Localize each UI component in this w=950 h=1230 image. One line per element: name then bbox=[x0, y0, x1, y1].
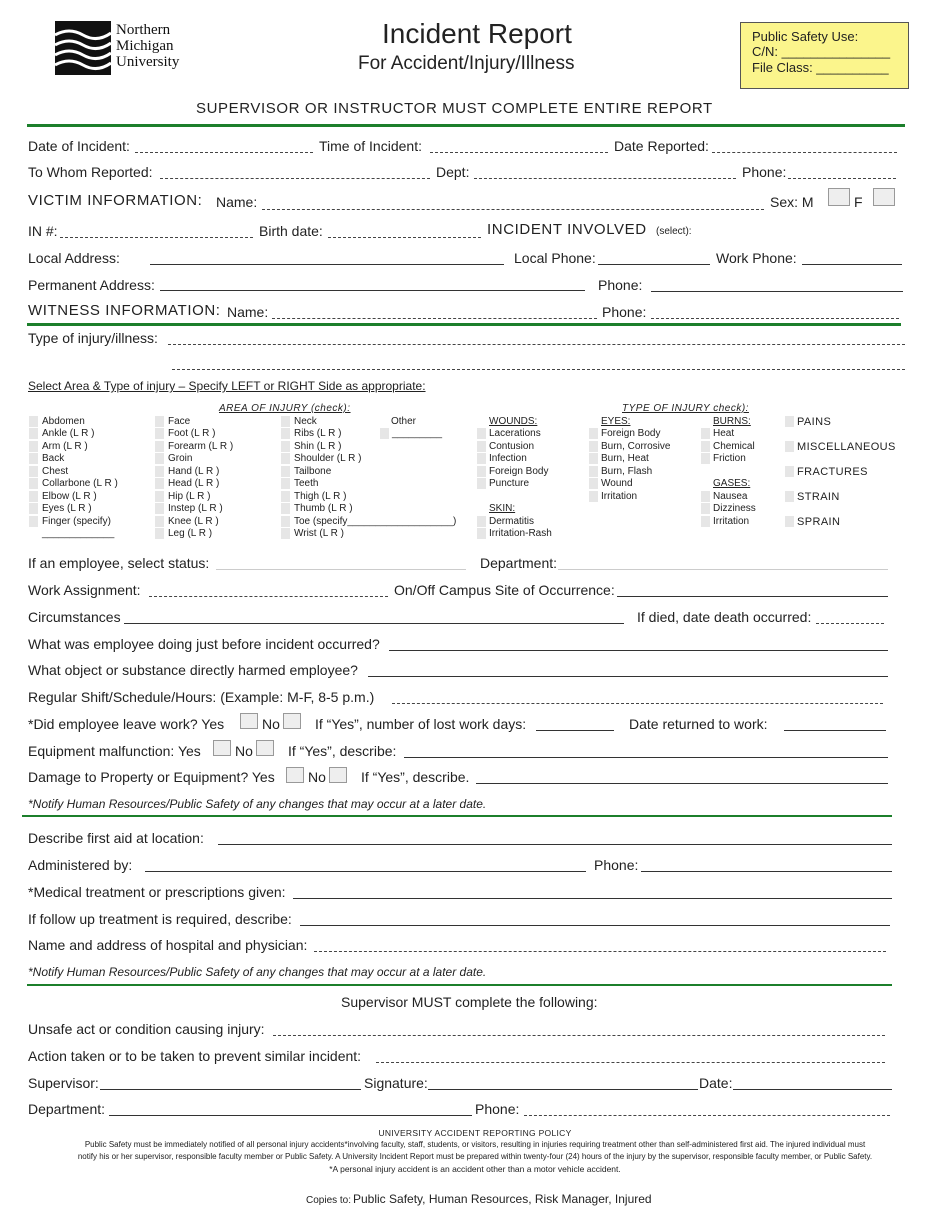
eyes-item: Irritation bbox=[601, 491, 638, 502]
area-item: Elbow (L R ) bbox=[42, 491, 97, 502]
skin-item: Dermatitis bbox=[489, 516, 535, 527]
object-substance-label: What object or substance directly harmed employee? bbox=[28, 662, 358, 678]
divider-top bbox=[27, 124, 905, 127]
area-checkbox[interactable] bbox=[29, 516, 38, 527]
file-class-field[interactable]: File Class: __________ bbox=[752, 60, 889, 75]
type-checkbox[interactable] bbox=[785, 516, 794, 527]
administered-by-label: Administered by: bbox=[28, 857, 133, 873]
area-checkbox[interactable] bbox=[155, 478, 164, 489]
area-item: Face bbox=[168, 416, 191, 427]
public-safety-box bbox=[740, 22, 909, 89]
notify-note-1: *Notify Human Resources/Public Safety of any changes that may occur at a later date. bbox=[28, 797, 487, 811]
supervisor-heading: Supervisor MUST complete the following: bbox=[341, 994, 598, 1010]
eyes-checkbox[interactable] bbox=[589, 453, 598, 464]
area-item: Teeth bbox=[294, 478, 319, 489]
copies-to-list: Public Safety, Human Resources, Risk Manager, Injured bbox=[353, 1192, 652, 1206]
damage-describe-field[interactable] bbox=[476, 770, 888, 784]
injury-type-field-2[interactable] bbox=[172, 356, 905, 370]
eyes-item: Foreign Body bbox=[601, 428, 661, 439]
gases-item: Irritation bbox=[713, 516, 750, 527]
policy-block bbox=[25, 1127, 925, 1175]
hospital-field[interactable] bbox=[314, 938, 886, 952]
time-of-incident-label: Time of Incident: bbox=[319, 138, 422, 154]
area-checkbox[interactable] bbox=[281, 516, 290, 527]
area-item: Shin (L R ) bbox=[294, 441, 342, 452]
divider-witness bbox=[27, 323, 901, 326]
in-number-field[interactable] bbox=[60, 224, 253, 238]
divider-notify-1 bbox=[22, 815, 892, 817]
area-of-injury-heading: AREA OF INJURY (check): bbox=[219, 403, 351, 414]
area-item: Leg (L R ) bbox=[168, 528, 213, 539]
skin-checkbox[interactable] bbox=[477, 516, 486, 527]
date-death-label: If died, date death occurred: bbox=[637, 609, 812, 625]
type-item-fractures: FRACTURES bbox=[797, 466, 868, 478]
campus-site-label: On/Off Campus Site of Occurrence: bbox=[394, 582, 615, 598]
victim-heading: VICTIM INFORMATION: bbox=[28, 192, 203, 209]
dept-label: Dept: bbox=[436, 164, 470, 180]
wound-item: Lacerations bbox=[489, 428, 541, 439]
supervisor-field[interactable] bbox=[100, 1076, 361, 1090]
witness-phone-field[interactable] bbox=[651, 305, 899, 319]
unsafe-act-label: Unsafe act or condition causing injury: bbox=[28, 1021, 265, 1037]
area-item: Head (L R ) bbox=[168, 478, 220, 489]
area-item: Abdomen bbox=[42, 416, 85, 427]
skin-heading: SKIN: bbox=[489, 503, 516, 514]
eyes-item: Burn, Heat bbox=[601, 453, 649, 464]
area-checkbox[interactable] bbox=[281, 528, 290, 539]
date-reported-field[interactable] bbox=[712, 139, 897, 153]
circumstances-label: Circumstances bbox=[28, 609, 121, 625]
burns-checkbox[interactable] bbox=[701, 453, 710, 464]
gases-checkbox[interactable] bbox=[701, 491, 710, 502]
area-checkbox[interactable] bbox=[281, 491, 290, 502]
eyes-checkbox[interactable] bbox=[589, 441, 598, 452]
employee-status-label: If an employee, select status: bbox=[28, 555, 210, 571]
date-of-incident-field[interactable] bbox=[135, 139, 313, 153]
area-checkbox[interactable] bbox=[155, 441, 164, 452]
employee-doing-label: What was employee doing just before incident occurred? bbox=[28, 636, 380, 652]
type-checkbox[interactable] bbox=[785, 466, 794, 477]
first-aid-label: Describe first aid at location: bbox=[28, 830, 204, 846]
area-checkbox[interactable] bbox=[155, 491, 164, 502]
witness-phone-label: Phone: bbox=[602, 304, 647, 320]
skin-item: Irritation-Rash bbox=[489, 528, 552, 539]
case-number-field[interactable]: C/N: _______________ bbox=[752, 44, 891, 59]
wound-checkbox[interactable] bbox=[477, 441, 486, 452]
administered-phone-field[interactable] bbox=[641, 858, 892, 872]
signature-field[interactable] bbox=[428, 1076, 698, 1090]
area-checkbox[interactable] bbox=[29, 491, 38, 502]
wave-logo-icon bbox=[55, 21, 111, 75]
in-number-label: IN #: bbox=[28, 223, 58, 239]
select-area-instruction: Select Area & Type of injury – Specify LEFT or RIGHT Side as appropriate: bbox=[28, 379, 426, 393]
gases-checkbox[interactable] bbox=[701, 503, 710, 514]
area-item: Toe (specify___________________) bbox=[294, 516, 457, 527]
leave-work-yes-checkbox[interactable] bbox=[240, 713, 258, 729]
supervisor-phone-field[interactable] bbox=[524, 1102, 890, 1116]
logo-line-3: University bbox=[116, 54, 180, 70]
equipment-no-checkbox[interactable] bbox=[256, 740, 274, 756]
area-item: Thumb (L R ) bbox=[294, 503, 353, 514]
other-area-checkbox[interactable] bbox=[380, 428, 389, 439]
logo-line-2: Michigan bbox=[116, 38, 174, 54]
supervisor-phone-label: Phone: bbox=[475, 1101, 520, 1117]
area-checkbox[interactable] bbox=[29, 503, 38, 514]
eyes-checkbox[interactable] bbox=[589, 491, 598, 502]
area-checkbox[interactable] bbox=[281, 503, 290, 514]
wound-checkbox[interactable] bbox=[477, 466, 486, 477]
dept-field[interactable] bbox=[474, 165, 736, 179]
date-returned-label: Date returned to work: bbox=[629, 716, 768, 732]
date-returned-field[interactable] bbox=[784, 717, 886, 731]
time-of-incident-field[interactable] bbox=[430, 139, 608, 153]
signature-label: Signature: bbox=[364, 1075, 428, 1091]
type-item-strain: STRAIN bbox=[797, 491, 840, 503]
damage-no-label: No bbox=[308, 769, 326, 785]
lost-days-label: If “Yes”, number of lost work days: bbox=[315, 716, 527, 732]
wound-checkbox[interactable] bbox=[477, 478, 486, 489]
area-checkbox[interactable] bbox=[29, 416, 38, 427]
area-checkbox[interactable] bbox=[29, 441, 38, 452]
area-item[interactable]: _____________ bbox=[42, 528, 115, 539]
employee-doing-field[interactable] bbox=[389, 637, 888, 651]
area-item: Finger (specify) bbox=[42, 516, 111, 527]
area-checkbox[interactable] bbox=[29, 453, 38, 464]
employee-status-select[interactable] bbox=[216, 556, 466, 570]
eyes-item: Burn, Corrosive bbox=[601, 441, 671, 452]
birth-date-field[interactable] bbox=[328, 224, 481, 238]
burns-item: Friction bbox=[713, 453, 746, 464]
leave-work-no-checkbox[interactable] bbox=[283, 713, 301, 729]
area-checkbox[interactable] bbox=[155, 503, 164, 514]
eyes-checkbox[interactable] bbox=[589, 478, 598, 489]
eyes-item: Wound bbox=[601, 478, 633, 489]
wound-item: Contusion bbox=[489, 441, 535, 452]
type-of-injury-heading: TYPE OF INJURY check): bbox=[622, 403, 749, 414]
work-phone-label: Work Phone: bbox=[716, 250, 797, 266]
area-checkbox[interactable] bbox=[155, 528, 164, 539]
area-checkbox[interactable] bbox=[281, 478, 290, 489]
to-whom-reported-field[interactable] bbox=[160, 165, 430, 179]
damage-no-checkbox[interactable] bbox=[329, 767, 347, 783]
university-logo bbox=[55, 21, 200, 75]
work-phone-field[interactable] bbox=[802, 251, 902, 265]
administered-phone-label: Phone: bbox=[594, 857, 639, 873]
wound-checkbox[interactable] bbox=[477, 428, 486, 439]
eyes-item: Burn, Flash bbox=[601, 466, 653, 477]
type-item-sprain: SPRAIN bbox=[797, 516, 841, 528]
leave-work-no-label: No bbox=[262, 716, 280, 732]
wound-item: Foreign Body bbox=[489, 466, 549, 477]
shift-schedule-label: Regular Shift/Schedule/Hours: (Example: M-F, 8-5 p.m.) bbox=[28, 689, 375, 705]
burns-item: Heat bbox=[713, 428, 735, 439]
page-title: Incident Report bbox=[382, 18, 572, 49]
gases-checkbox[interactable] bbox=[701, 516, 710, 527]
local-phone-field[interactable] bbox=[598, 251, 710, 265]
other-area-field[interactable]: _________ bbox=[392, 428, 443, 439]
area-checkbox[interactable] bbox=[281, 416, 290, 427]
action-taken-field[interactable] bbox=[376, 1049, 885, 1063]
action-taken-label: Action taken or to be taken to prevent similar incident: bbox=[28, 1048, 362, 1064]
sex-label: Sex: M bbox=[770, 194, 814, 210]
work-assignment-field[interactable] bbox=[149, 583, 388, 597]
date-death-field[interactable] bbox=[816, 610, 884, 624]
area-item: Back bbox=[42, 453, 65, 464]
hospital-label: Name and address of hospital and physician: bbox=[28, 937, 308, 953]
area-item: Tailbone bbox=[294, 466, 332, 477]
to-whom-reported-label: To Whom Reported: bbox=[28, 164, 153, 180]
lost-days-field[interactable] bbox=[536, 717, 614, 731]
campus-site-field[interactable] bbox=[617, 583, 888, 597]
local-phone-label: Local Phone: bbox=[514, 250, 596, 266]
area-item: Foot (L R ) bbox=[168, 428, 216, 439]
policy-title: UNIVERSITY ACCIDENT REPORTING POLICY bbox=[378, 1128, 572, 1138]
work-assignment-label: Work Assignment: bbox=[28, 582, 141, 598]
notify-note-2: *Notify Human Resources/Public Safety of any changes that may occur at a later date. bbox=[28, 965, 487, 979]
witness-heading: WITNESS INFORMATION: bbox=[28, 302, 221, 319]
damage-describe-label: If “Yes”, describe. bbox=[361, 769, 470, 785]
employee-department-label: Department: bbox=[480, 555, 558, 571]
policy-line-2: notify his or her supervisor, responsible faculty member or Public Safety. A University Incident Report must be prepared within twenty-four (24) hours of the injury by the supervisor, responsible faculty member, or Public Safety. bbox=[77, 1152, 873, 1161]
local-address-field[interactable] bbox=[150, 251, 504, 265]
policy-line-3: *A personal injury accident is an accident other than a motor vehicle accident. bbox=[329, 1164, 621, 1174]
sex-male-checkbox[interactable] bbox=[828, 188, 850, 206]
policy-line-1: Public Safety must be immediately notified of all personal injury accidents*involving faculty, staff, students, or visitors, resulting in injuries requiring treatment other than self-administered first aid. The injured individual must bbox=[84, 1140, 866, 1149]
area-checkbox[interactable] bbox=[281, 453, 290, 464]
date-of-incident-label: Date of Incident: bbox=[28, 138, 130, 154]
burns-heading: BURNS: bbox=[713, 416, 751, 427]
area-item: Groin bbox=[168, 453, 193, 464]
employee-department-field[interactable] bbox=[558, 556, 888, 570]
area-checkbox[interactable] bbox=[281, 466, 290, 477]
permanent-phone-field[interactable] bbox=[651, 278, 903, 292]
victim-name-field[interactable] bbox=[262, 196, 764, 210]
permanent-address-label: Permanent Address: bbox=[28, 277, 155, 293]
wounds-heading: WOUNDS: bbox=[489, 416, 538, 427]
sex-female-label: F bbox=[854, 194, 863, 210]
date-reported-label: Date Reported: bbox=[614, 138, 709, 154]
wound-checkbox[interactable] bbox=[477, 453, 486, 464]
supervisor-department-label: Department: bbox=[28, 1101, 106, 1117]
gases-item: Dizziness bbox=[713, 503, 756, 514]
type-checkbox[interactable] bbox=[785, 491, 794, 502]
injury-type-field-1[interactable] bbox=[168, 331, 905, 345]
area-item: Shoulder (L R ) bbox=[294, 453, 362, 464]
witness-name-field[interactable] bbox=[272, 305, 597, 319]
unsafe-act-field[interactable] bbox=[273, 1022, 885, 1036]
area-item: Hand (L R ) bbox=[168, 466, 220, 477]
area-checkbox[interactable] bbox=[155, 416, 164, 427]
sign-date-field[interactable] bbox=[733, 1076, 892, 1090]
burns-item: Chemical bbox=[713, 441, 755, 452]
area-item: Arm (L R ) bbox=[42, 441, 88, 452]
wound-item: Infection bbox=[489, 453, 527, 464]
area-checkbox[interactable] bbox=[281, 441, 290, 452]
area-item: Forearm (L R ) bbox=[168, 441, 234, 452]
follow-up-field[interactable] bbox=[300, 912, 890, 926]
other-area-label: Other bbox=[391, 416, 417, 427]
administered-by-field[interactable] bbox=[145, 858, 586, 872]
equipment-yes-checkbox[interactable] bbox=[213, 740, 231, 756]
area-checkbox[interactable] bbox=[155, 428, 164, 439]
area-checkbox[interactable] bbox=[155, 516, 164, 527]
supervisor-department-field[interactable] bbox=[109, 1102, 472, 1116]
equipment-describe-label: If “Yes”, describe: bbox=[288, 743, 397, 759]
eyes-checkbox[interactable] bbox=[589, 466, 598, 477]
skin-checkbox[interactable] bbox=[477, 528, 486, 539]
type-checkbox[interactable] bbox=[785, 416, 794, 427]
sex-female-checkbox[interactable] bbox=[873, 188, 895, 206]
copies-to-label: Copies to: bbox=[306, 1195, 352, 1206]
area-item: Ribs (L R ) bbox=[294, 428, 342, 439]
follow-up-label: If follow up treatment is required, describe: bbox=[28, 911, 292, 927]
incident-involved-select[interactable]: (select): bbox=[656, 226, 692, 237]
instruction-heading: SUPERVISOR OR INSTRUCTOR MUST COMPLETE ENTIRE REPORT bbox=[196, 100, 713, 117]
incident-involved-label: INCIDENT INVOLVED bbox=[487, 221, 647, 238]
area-checkbox[interactable] bbox=[29, 478, 38, 489]
area-item: Hip (L R ) bbox=[168, 491, 211, 502]
equipment-describe-field[interactable] bbox=[404, 744, 888, 758]
damage-property-label: Damage to Property or Equipment? Yes bbox=[28, 769, 275, 785]
local-address-label: Local Address: bbox=[28, 250, 120, 266]
medical-treatment-field[interactable] bbox=[293, 885, 892, 899]
wound-item: Puncture bbox=[489, 478, 530, 489]
area-item: Thigh (L R ) bbox=[294, 491, 347, 502]
area-checkbox[interactable] bbox=[29, 466, 38, 477]
page-subtitle: For Accident/Injury/Illness bbox=[358, 53, 575, 74]
phone-label: Phone: bbox=[742, 164, 787, 180]
witness-name-label: Name: bbox=[227, 304, 269, 320]
area-checkbox[interactable] bbox=[155, 466, 164, 477]
object-substance-field[interactable] bbox=[368, 663, 888, 677]
equipment-malfunction-label: Equipment malfunction: Yes bbox=[28, 743, 201, 759]
eyes-heading: EYES: bbox=[601, 416, 631, 427]
first-aid-field[interactable] bbox=[218, 831, 892, 845]
area-checkbox[interactable] bbox=[281, 428, 290, 439]
type-checkbox[interactable] bbox=[785, 441, 794, 452]
area-item: Neck bbox=[294, 416, 317, 427]
circumstances-field[interactable] bbox=[124, 610, 624, 624]
public-safety-title: Public Safety Use: bbox=[752, 29, 859, 44]
area-item: Wrist (L R ) bbox=[294, 528, 344, 539]
burns-checkbox[interactable] bbox=[701, 428, 710, 439]
area-checkbox[interactable] bbox=[29, 428, 38, 439]
area-item: Ankle (L R ) bbox=[42, 428, 95, 439]
supervisor-label: Supervisor: bbox=[28, 1075, 99, 1091]
type-item-pains: PAINS bbox=[797, 416, 832, 428]
victim-name-label: Name: bbox=[216, 194, 258, 210]
area-item: Instep (L R ) bbox=[168, 503, 223, 514]
eyes-checkbox[interactable] bbox=[589, 428, 598, 439]
injury-type-label: Type of injury/illness: bbox=[28, 330, 158, 346]
area-item: Knee (L R ) bbox=[168, 516, 219, 527]
sign-date-label: Date: bbox=[699, 1075, 733, 1091]
gases-item: Nausea bbox=[713, 491, 748, 502]
medical-treatment-label: *Medical treatment or prescriptions given: bbox=[28, 884, 286, 900]
leave-work-label: *Did employee leave work? Yes bbox=[28, 716, 225, 732]
area-checkbox[interactable] bbox=[155, 453, 164, 464]
equipment-no-label: No bbox=[235, 743, 253, 759]
gases-heading: GASES: bbox=[713, 478, 751, 489]
area-item: Collarbone (L R ) bbox=[42, 478, 118, 489]
birth-date-label: Birth date: bbox=[259, 223, 323, 239]
logo-line-1: Northern bbox=[116, 22, 171, 38]
area-item: Eyes (L R ) bbox=[42, 503, 92, 514]
area-item: Chest bbox=[42, 466, 69, 477]
permanent-address-field[interactable] bbox=[160, 277, 585, 291]
damage-yes-checkbox[interactable] bbox=[286, 767, 304, 783]
burns-checkbox[interactable] bbox=[701, 441, 710, 452]
shift-schedule-field[interactable] bbox=[392, 690, 883, 704]
type-item-misc: MISCELLANEOUS bbox=[797, 441, 896, 453]
divider-notify-2 bbox=[27, 984, 892, 986]
permanent-phone-label: Phone: bbox=[598, 277, 643, 293]
phone-field[interactable] bbox=[788, 165, 896, 179]
